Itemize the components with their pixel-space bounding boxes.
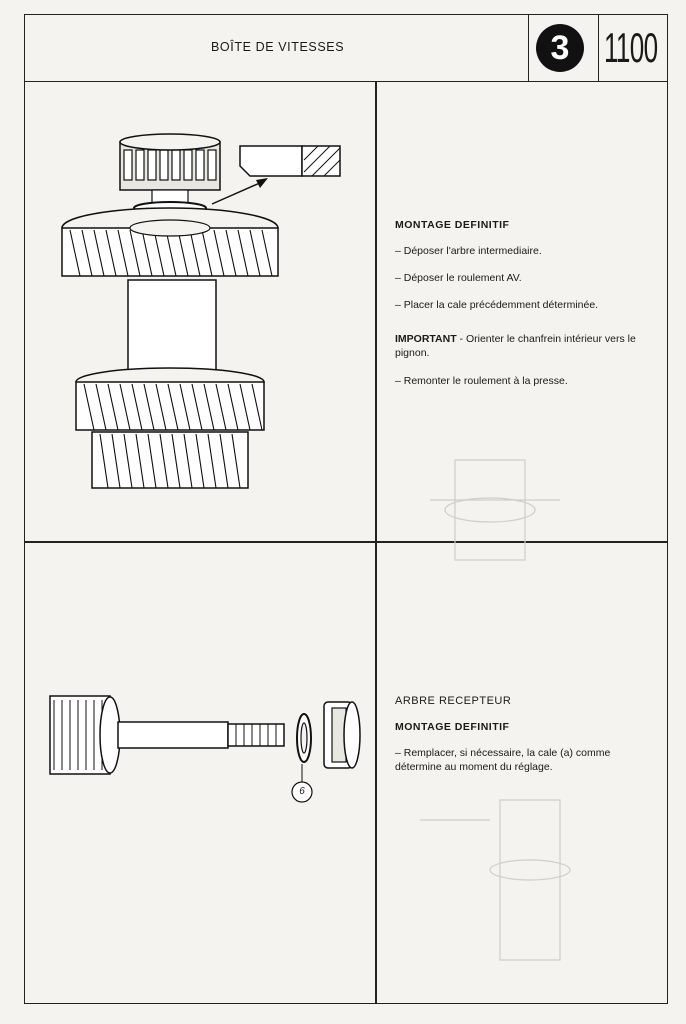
lower-instructions [395, 694, 655, 774]
upper-instructions [395, 218, 655, 388]
step-2: – Déposer le roulement AV. [395, 272, 522, 284]
output-shaft-illustration [40, 686, 370, 806]
callout-label: 6 [299, 786, 305, 797]
important-note [395, 332, 655, 360]
intermediate-shaft-illustration [40, 120, 360, 500]
bleed-through-artwork-2 [400, 780, 620, 980]
model-number: 1100 [604, 24, 658, 71]
important-text: - Orienter le chanfrein intérieur vers le pignon. [395, 333, 636, 359]
step-4: – Remonter le roulement à la presse. [395, 375, 568, 387]
step-1: – Déposer l'arbre intermediaire. [395, 245, 542, 257]
step-replace-shim: – Remplacer, si nécessaire, la cale (a) comme détermine au moment du réglage. [395, 747, 611, 773]
montage-heading-1: MONTAGE DEFINITIF [395, 219, 510, 231]
page-title: BOÎTE DE VITESSES [211, 40, 345, 54]
step-3: – Placer la cale précédemment déterminée. [395, 299, 599, 311]
section-title: ARBRE RECEPTEUR [395, 695, 512, 707]
chapter-badge: 3 [536, 24, 584, 72]
montage-heading-2: MONTAGE DEFINITIF [395, 721, 510, 733]
bleed-through-artwork [400, 440, 600, 580]
column-divider [375, 82, 377, 1004]
important-label: IMPORTANT [395, 333, 457, 345]
